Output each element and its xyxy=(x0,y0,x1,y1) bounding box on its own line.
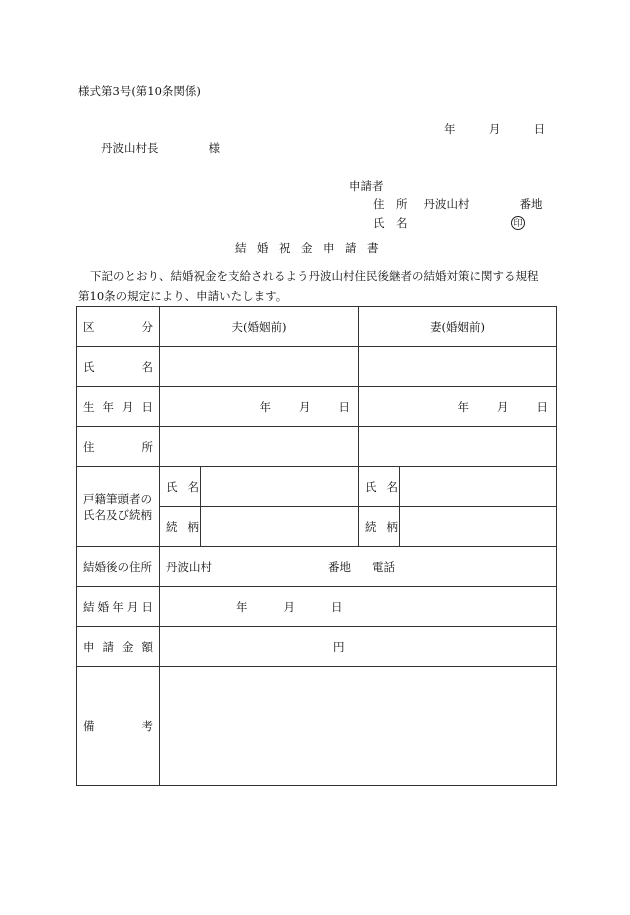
husband-relation-field[interactable] xyxy=(201,507,359,547)
day-label: 日 xyxy=(533,122,546,136)
family-head-label-cell xyxy=(77,467,160,547)
remarks-label-cell xyxy=(77,667,160,786)
year-label: 年 xyxy=(259,399,272,414)
applicant-label: 申請者 xyxy=(349,179,384,193)
label-char: 氏 xyxy=(83,359,95,374)
month-label: 月 xyxy=(497,399,509,414)
wife-name-field[interactable] xyxy=(359,347,557,387)
addressee xyxy=(101,143,220,155)
marriage-date-label-cell xyxy=(77,587,160,627)
label-char: 月 xyxy=(126,599,139,614)
address-label-cell xyxy=(77,427,160,467)
label-char: 結 xyxy=(83,599,95,614)
row-birthdate xyxy=(77,387,557,427)
amount-label-cell xyxy=(77,627,160,667)
husband-family-head-name-field[interactable] xyxy=(201,467,359,507)
label-char: 分 xyxy=(141,319,153,334)
label-char: 氏 xyxy=(365,479,377,494)
month-label: 月 xyxy=(283,599,295,614)
row-division xyxy=(77,307,557,347)
husband-family-name-sublabel xyxy=(160,467,201,507)
husband-header: 夫(婚姻前) xyxy=(160,307,359,347)
year-label: 年 xyxy=(457,399,470,414)
label-char: 日 xyxy=(141,599,153,614)
label-char: 名 xyxy=(386,479,399,494)
document-title: 結婚祝金申請書 xyxy=(235,241,389,255)
husband-name-field[interactable] xyxy=(160,347,359,387)
label-char: 額 xyxy=(141,639,153,654)
division-label-cell xyxy=(77,307,160,347)
label-char: 年 xyxy=(102,399,114,414)
marriage-date-field[interactable] xyxy=(160,587,557,627)
wife-family-name-sublabel xyxy=(359,467,400,507)
wife-family-head-name-field[interactable] xyxy=(400,467,557,507)
label-char: 区 xyxy=(83,319,95,334)
addressee-suffix: 様 xyxy=(208,141,220,155)
applicant-name-label: 氏 名 xyxy=(373,216,408,230)
wife-header: 妻(婚姻前) xyxy=(359,307,557,347)
amount-field[interactable] xyxy=(160,627,557,667)
label-char: 続 xyxy=(166,519,178,534)
intro-text xyxy=(78,266,558,306)
post-address-phone: 電話 xyxy=(372,559,395,574)
applicant-address xyxy=(373,199,543,211)
row-name xyxy=(77,347,557,387)
label-char: 金 xyxy=(122,639,134,654)
label-char: 生 xyxy=(83,399,95,414)
birth-label-cell xyxy=(77,387,160,427)
address-village: 丹波山村 xyxy=(423,197,470,211)
name-label-cell xyxy=(77,347,160,387)
year-label: 年 xyxy=(236,599,248,614)
wife-address-field[interactable] xyxy=(359,427,557,467)
application-table xyxy=(76,306,557,786)
label-char: 備 xyxy=(83,719,95,733)
family-head-label-line2: 氏名及び続柄 xyxy=(83,507,152,522)
label-char: 名 xyxy=(141,359,153,374)
label-char: 続 xyxy=(365,519,377,534)
label-char: 月 xyxy=(122,399,134,414)
address-label: 住 所 xyxy=(373,197,408,211)
label-char: 氏 xyxy=(166,479,178,494)
label-char: 柄 xyxy=(386,519,399,534)
label-char: 所 xyxy=(141,439,153,454)
family-head-label-line1: 戸籍筆頭者の xyxy=(83,491,152,506)
label-char: 申 xyxy=(83,639,95,654)
label-char: 婚 xyxy=(97,599,110,614)
post-address-label-cell: 結婚後の住所 xyxy=(77,547,160,587)
intro-line-2: 第10条の規定により、申請いたします。 xyxy=(78,289,288,303)
intro-line-1: 下記のとおり、結婚祝金を支給されるよう丹波山村住民後継者の結婚対策に関する規程 xyxy=(90,269,539,283)
wife-birthdate-field[interactable] xyxy=(359,387,557,427)
label-char: 請 xyxy=(102,639,114,654)
husband-address-field[interactable] xyxy=(160,427,359,467)
month-label: 月 xyxy=(488,122,501,136)
post-address-field[interactable] xyxy=(160,547,557,587)
husband-birthdate-field[interactable] xyxy=(160,387,359,427)
label-char: 年 xyxy=(112,599,124,614)
label-char: 考 xyxy=(141,719,153,733)
row-remarks xyxy=(77,667,557,786)
yen-unit: 円 xyxy=(333,639,345,654)
label-char: 住 xyxy=(83,439,95,454)
seal-mark: 印 xyxy=(511,216,525,230)
post-address-banchi: 番地 xyxy=(328,559,351,574)
row-family-head-name xyxy=(77,467,557,507)
wife-relation-field[interactable] xyxy=(400,507,557,547)
row-address xyxy=(77,427,557,467)
day-label: 日 xyxy=(536,399,549,414)
label-char: 柄 xyxy=(187,519,199,534)
husband-relation-sublabel xyxy=(160,507,201,547)
year-label: 年 xyxy=(444,122,456,136)
wife-relation-sublabel xyxy=(359,507,400,547)
row-marriage-date xyxy=(77,587,557,627)
address-banchi: 番地 xyxy=(519,197,543,211)
day-label: 日 xyxy=(338,399,351,414)
day-label: 日 xyxy=(331,599,343,614)
post-address-village: 丹波山村 xyxy=(166,559,212,574)
application-date xyxy=(444,124,545,136)
row-amount xyxy=(77,627,557,667)
label-char: 名 xyxy=(187,479,199,494)
remarks-field[interactable] xyxy=(160,667,557,786)
month-label: 月 xyxy=(299,399,311,414)
row-post-marriage-address xyxy=(77,547,557,587)
label-char: 日 xyxy=(141,399,153,414)
form-number: 様式第3号(第10条関係) xyxy=(78,84,201,98)
addressee-name: 丹波山村長 xyxy=(101,141,159,155)
